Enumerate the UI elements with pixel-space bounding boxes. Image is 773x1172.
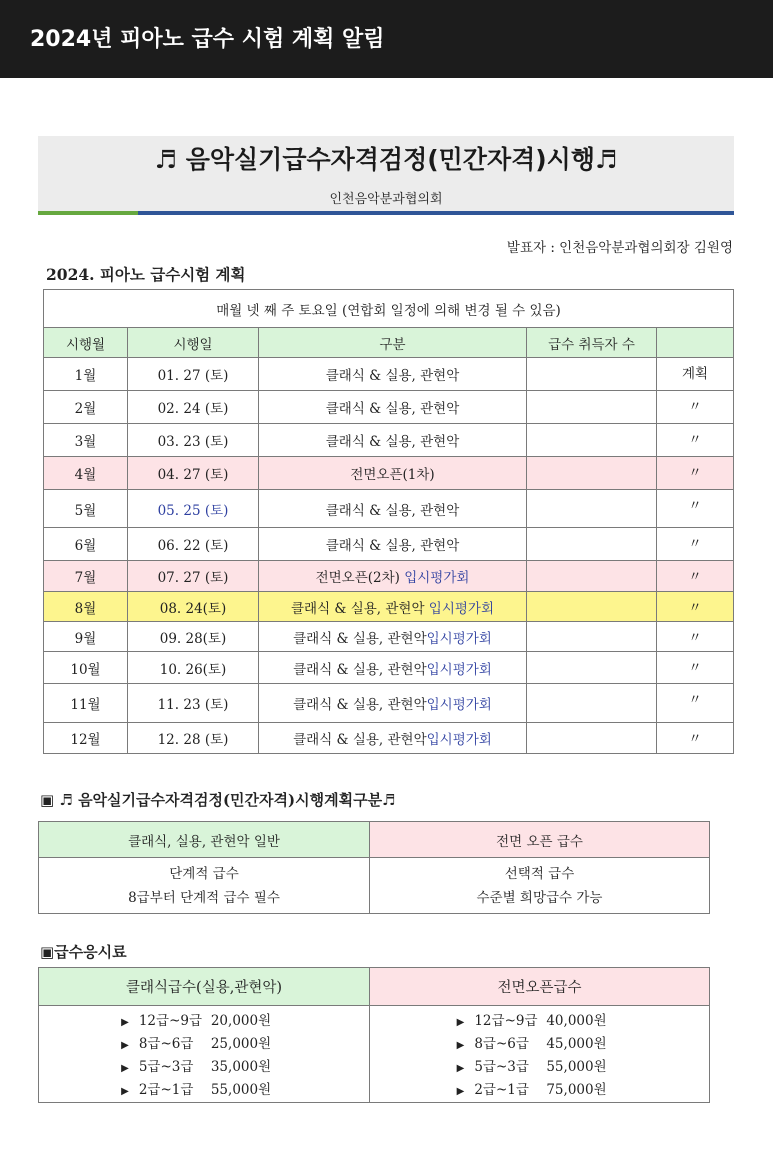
- category-open-line1: 선택적 급수: [504, 865, 575, 882]
- schedule-category: [259, 358, 527, 391]
- schedule-date: 03. 23 (토): [128, 424, 259, 457]
- schedule-date: 11. 23 (토): [128, 684, 259, 723]
- schedule-month: 5월: [44, 490, 128, 528]
- fee-amount: 75,000원: [546, 1082, 607, 1098]
- bullet-arrow-icon: ▶: [121, 1086, 129, 1097]
- category-open-cell: [370, 858, 710, 914]
- schedule-row: [44, 561, 734, 592]
- schedule-holders: [527, 424, 657, 457]
- category-classic-line2: 8급부터 단계적 급수 필수: [128, 889, 280, 906]
- category-body-row: [39, 858, 710, 914]
- schedule-title: 2024. 피아노 급수시험 계획: [46, 265, 246, 284]
- column-header-plan: [657, 328, 734, 358]
- schedule-row: [44, 652, 734, 684]
- schedule-month: 7월: [44, 561, 128, 592]
- bullet-arrow-icon: ▶: [121, 1063, 129, 1074]
- fee-header-row: [39, 968, 710, 1006]
- schedule-category: [259, 684, 527, 723]
- schedule-row: [44, 528, 734, 561]
- schedule-category-text: 클래식 & 실용, 관현악: [293, 630, 427, 647]
- schedule-note-row: [44, 290, 734, 328]
- schedule-category-text: 클래식 & 실용, 관현악: [293, 661, 427, 678]
- category-classic-line1: 단계적 급수: [169, 865, 239, 882]
- fee-header-open: 전면오픈급수: [370, 968, 710, 1006]
- schedule-date: 08. 24(토): [128, 592, 259, 622]
- fee-line: [370, 1033, 709, 1056]
- schedule-month: 10월: [44, 652, 128, 684]
- banner-subtitle: 인천음악분과협의회: [329, 192, 443, 207]
- schedule-category: [259, 592, 527, 622]
- column-header-month: 시행월: [44, 328, 128, 358]
- schedule-category-extra: 입시평가회: [428, 600, 495, 617]
- schedule-category-text: 클래식 & 실용, 관현악: [325, 401, 460, 417]
- schedule-category-extra: 입시평가회: [426, 697, 492, 713]
- category-table: [38, 821, 710, 914]
- fee-line: [370, 1056, 709, 1079]
- schedule-holders: [527, 528, 657, 561]
- schedule-category-text: 클래식 & 실용, 관현악: [290, 600, 429, 617]
- fee-line: [370, 1010, 709, 1033]
- schedule-category: [259, 528, 527, 561]
- schedule-holders: [527, 723, 657, 754]
- schedule-month: 12월: [44, 723, 128, 754]
- schedule-plan: 〃: [657, 391, 734, 424]
- fee-amount: 25,000원: [210, 1036, 272, 1052]
- fee-grade: 2급~1급: [138, 1082, 194, 1098]
- schedule-holders: [527, 592, 657, 622]
- schedule-holders: [527, 391, 657, 424]
- schedule-holders: [527, 684, 657, 723]
- fee-grade: 12급~9급: [474, 1013, 538, 1029]
- page-title: 2024년 피아노 급수 시험 계획 알림: [30, 27, 385, 52]
- column-header-category: 구분: [259, 328, 527, 358]
- category-header-open: 전면 오픈 급수: [370, 822, 710, 858]
- schedule-date: 06. 22 (토): [128, 528, 259, 561]
- schedule-category-text: 클래식 & 실용, 관현악: [325, 434, 460, 450]
- schedule-category: [259, 490, 527, 528]
- fee-amount: 20,000원: [210, 1013, 272, 1029]
- schedule-plan: 〃: [657, 490, 734, 528]
- fee-classic-cell: [39, 1006, 370, 1103]
- schedule-category: [259, 622, 527, 652]
- fee-grade: 5급~3급: [138, 1059, 194, 1075]
- fee-line: [39, 1010, 369, 1033]
- schedule-holders: [527, 358, 657, 391]
- document-banner: [38, 136, 734, 212]
- schedule-row: [44, 622, 734, 652]
- schedule-plan: 〃: [657, 723, 734, 754]
- schedule-category-extra: 입시평가회: [404, 570, 470, 586]
- fee-section-title: ▣급수응시료: [40, 943, 127, 961]
- fee-body-row: [39, 1006, 710, 1103]
- schedule-category: [259, 652, 527, 684]
- schedule-plan: 〃: [657, 528, 734, 561]
- schedule-date: 01. 27 (토): [128, 358, 259, 391]
- schedule-holders: [527, 457, 657, 490]
- schedule-plan: 〃: [657, 561, 734, 592]
- fee-amount: 35,000원: [210, 1059, 272, 1075]
- category-open-line2: 수준별 희망급수 가능: [476, 889, 603, 906]
- schedule-category: [259, 424, 527, 457]
- fee-header-classic: 클래식급수(실용,관현악): [39, 968, 370, 1006]
- schedule-month: 6월: [44, 528, 128, 561]
- schedule-category-text: 클래식 & 실용, 관현악: [293, 732, 427, 748]
- fee-amount: 40,000원: [546, 1013, 607, 1029]
- schedule-date: 05. 25 (토): [128, 490, 259, 528]
- schedule-category-text: 클래식 & 실용, 관현악: [293, 697, 427, 713]
- schedule-date: 09. 28(토): [128, 622, 259, 652]
- schedule-date: 04. 27 (토): [128, 457, 259, 490]
- column-header-date: 시행일: [128, 328, 259, 358]
- schedule-month: 1월: [44, 358, 128, 391]
- schedule-holders: [527, 652, 657, 684]
- fee-table: [38, 967, 710, 1103]
- schedule-header-row: [44, 328, 734, 358]
- schedule-category: [259, 723, 527, 754]
- fee-line: [39, 1056, 369, 1079]
- schedule-row: [44, 391, 734, 424]
- schedule-row: [44, 424, 734, 457]
- fee-grade: 8급~6급: [474, 1036, 529, 1052]
- schedule-plan: 계획: [657, 358, 734, 391]
- schedule-month: 8월: [44, 592, 128, 622]
- schedule-row: [44, 490, 734, 528]
- fee-grade: 5급~3급: [474, 1059, 529, 1075]
- fee-amount: 45,000원: [546, 1036, 607, 1052]
- schedule-row: [44, 358, 734, 391]
- schedule-month: 3월: [44, 424, 128, 457]
- schedule-plan: 〃: [657, 457, 734, 490]
- schedule-date: 02. 24 (토): [128, 391, 259, 424]
- schedule-row: [44, 684, 734, 723]
- top-bar: [0, 0, 773, 78]
- schedule-date: 10. 26(토): [128, 652, 259, 684]
- bullet-arrow-icon: ▶: [121, 1017, 129, 1028]
- schedule-category-extra: 입시평가회: [426, 661, 492, 678]
- schedule-category-text: 클래식 & 실용, 관현악: [325, 502, 460, 519]
- schedule-date: 07. 27 (토): [128, 561, 259, 592]
- presenter-line: 발표자 : 인천음악분과협의회장 김원영: [506, 240, 733, 256]
- schedule-category-extra: 입시평가회: [426, 732, 492, 748]
- schedule-plan: 〃: [657, 592, 734, 622]
- bullet-arrow-icon: ▶: [456, 1017, 465, 1028]
- fee-line: [39, 1079, 369, 1102]
- fee-line: [39, 1033, 369, 1056]
- schedule-row: [44, 723, 734, 754]
- schedule-holders: [527, 490, 657, 528]
- schedule-category: [259, 391, 527, 424]
- schedule-category-text: 전면오픈(2차): [315, 570, 405, 586]
- fee-grade: 8급~6급: [138, 1036, 194, 1052]
- bullet-arrow-icon: ▶: [456, 1063, 465, 1074]
- schedule-date: 12. 28 (토): [128, 723, 259, 754]
- schedule-plan: 〃: [657, 684, 734, 723]
- schedule-month: 9월: [44, 622, 128, 652]
- fee-amount: 55,000원: [546, 1059, 607, 1075]
- fee-amount: 55,000원: [210, 1082, 272, 1098]
- schedule-month: 2월: [44, 391, 128, 424]
- schedule-category: [259, 457, 527, 490]
- schedule-month: 4월: [44, 457, 128, 490]
- category-classic-cell: [39, 858, 370, 914]
- schedule-plan: 〃: [657, 622, 734, 652]
- banner-title: ♬ 음악실기급수자격검정(민간자격)시행♬: [154, 145, 618, 174]
- schedule-row: [44, 457, 734, 490]
- schedule-month: 11월: [44, 684, 128, 723]
- schedule-plan: 〃: [657, 424, 734, 457]
- category-section-title: ▣ ♬ 음악실기급수자격검정(민간자격)시행계획구분♬: [40, 791, 396, 809]
- category-header-row: [39, 822, 710, 858]
- bullet-arrow-icon: ▶: [456, 1086, 465, 1097]
- schedule-table: [43, 289, 734, 754]
- schedule-plan: 〃: [657, 652, 734, 684]
- category-header-classic: 클래식, 실용, 관현악 일반: [39, 822, 370, 858]
- schedule-category-text: 클래식 & 실용, 관현악: [325, 368, 460, 384]
- schedule-category-text: 전면오픈(1차): [350, 467, 435, 483]
- banner-divider-blue: [138, 211, 734, 215]
- bullet-arrow-icon: ▶: [121, 1040, 129, 1051]
- bullet-arrow-icon: ▶: [456, 1040, 465, 1051]
- schedule-category-extra: 입시평가회: [426, 630, 492, 647]
- fee-open-cell: [370, 1006, 710, 1103]
- fee-grade: 12급~9급: [138, 1013, 203, 1029]
- fee-line: [370, 1079, 709, 1102]
- column-header-holders: 급수 취득자 수: [527, 328, 657, 358]
- schedule-note: 매월 넷 째 주 토요일 (연합회 일정에 의해 변경 될 수 있음): [44, 290, 734, 328]
- schedule-category-text: 클래식 & 실용, 관현악: [325, 538, 460, 554]
- fee-grade: 2급~1급: [474, 1082, 529, 1098]
- banner-divider-green: [38, 211, 138, 215]
- schedule-category: [259, 561, 527, 592]
- schedule-holders: [527, 622, 657, 652]
- schedule-holders: [527, 561, 657, 592]
- schedule-row: [44, 592, 734, 622]
